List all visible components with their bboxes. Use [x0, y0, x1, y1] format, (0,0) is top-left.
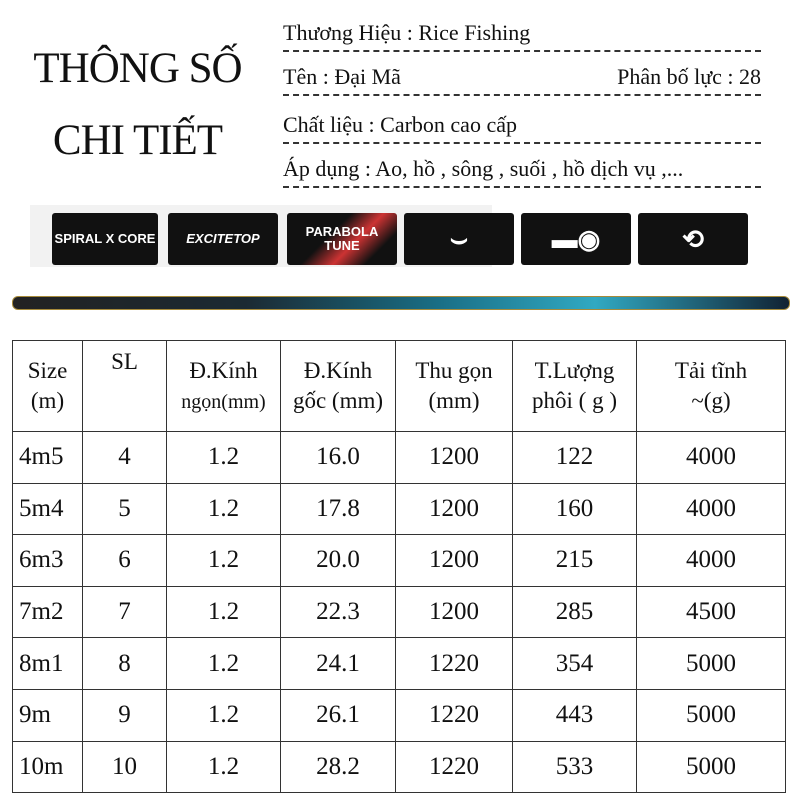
table-cell: 5m4	[13, 483, 83, 535]
table-cell: 24.1	[281, 638, 396, 690]
col-tip-diameter: Đ.Kính ngọn(mm)	[167, 341, 281, 432]
table-cell: 26.1	[281, 689, 396, 741]
table-cell: 4500	[637, 586, 786, 638]
table-cell: 285	[513, 586, 637, 638]
table-row	[13, 741, 786, 793]
table-cell: 10m	[13, 741, 83, 793]
table-cell: 1200	[396, 535, 513, 587]
table-cell: 10	[83, 741, 167, 793]
table-cell: 8m1	[13, 638, 83, 690]
power-rating: Phân bố lực : 28	[617, 64, 761, 89]
table-cell: 160	[513, 483, 637, 535]
product-name: Tên : Đại Mã	[283, 64, 401, 89]
table-cell: 9m	[13, 689, 83, 741]
rod-bend-icon: ⌣	[404, 213, 514, 265]
table-cell: 1220	[396, 638, 513, 690]
table-cell: 20.0	[281, 535, 396, 587]
table-cell: 443	[513, 689, 637, 741]
table-cell: 533	[513, 741, 637, 793]
table-cell: 1.2	[167, 535, 281, 587]
table-cell: 4	[83, 432, 167, 484]
table-row	[13, 483, 786, 535]
table-cell: 6m3	[13, 535, 83, 587]
table-cell: 1.2	[167, 638, 281, 690]
heading-line-1: THÔNG SỐ	[33, 45, 242, 92]
table-header-row	[13, 341, 786, 432]
table-row	[13, 586, 786, 638]
table-cell: 16.0	[281, 432, 396, 484]
table-cell: 1.2	[167, 689, 281, 741]
table-cell: 7	[83, 586, 167, 638]
table-cell: 9	[83, 689, 167, 741]
table-cell: 4000	[637, 535, 786, 587]
table-cell: 4m5	[13, 432, 83, 484]
table-cell: 8	[83, 638, 167, 690]
table-cell: 5000	[637, 741, 786, 793]
col-qty: SL	[83, 341, 167, 432]
table-cell: 28.2	[281, 741, 396, 793]
grip-handle-icon: ▬◉	[521, 213, 631, 265]
col-closed-length: Thu gọn (mm)	[396, 341, 513, 432]
usage-line: Áp dụng : Ao, hồ , sông , suối , hồ dịch vụ ,...	[283, 152, 761, 188]
table-cell: 1200	[396, 483, 513, 535]
excitetop-badge: EXCITETOP	[168, 213, 278, 265]
table-row	[13, 689, 786, 741]
table-cell: 1220	[396, 689, 513, 741]
brand-line: Thương Hiệu : Rice Fishing	[283, 16, 761, 52]
table-cell: 354	[513, 638, 637, 690]
col-weight: T.Lượng phôi ( g )	[513, 341, 637, 432]
heading-line-2: CHI TIẾT	[52, 117, 223, 164]
table-cell: 7m2	[13, 586, 83, 638]
table-cell: 4000	[637, 483, 786, 535]
table-cell: 1.2	[167, 483, 281, 535]
table-cell: 1200	[396, 432, 513, 484]
table-cell: 1220	[396, 741, 513, 793]
table-row	[13, 638, 786, 690]
table-cell: 1.2	[167, 586, 281, 638]
table-cell: 1.2	[167, 432, 281, 484]
table-cell: 22.3	[281, 586, 396, 638]
spiral-x-core-badge: SPIRAL X CORE	[52, 213, 158, 265]
material-line: Chất liệu : Carbon cao cấp	[283, 108, 761, 144]
table-cell: 17.8	[281, 483, 396, 535]
fishing-rod-image	[12, 296, 790, 310]
col-size: Size (m)	[13, 341, 83, 432]
name-line	[283, 60, 761, 96]
table-cell: 122	[513, 432, 637, 484]
col-butt-diameter: Đ.Kính gốc (mm)	[281, 341, 396, 432]
table-cell: 5	[83, 483, 167, 535]
table-cell: 5000	[637, 689, 786, 741]
parabola-tune-badge: PARABOLA TUNE	[287, 213, 397, 265]
table-cell: 215	[513, 535, 637, 587]
reel-seat-icon: ⟲	[638, 213, 748, 265]
table-cell: 1.2	[167, 741, 281, 793]
table-row	[13, 432, 786, 484]
table-cell: 4000	[637, 432, 786, 484]
table-cell: 1200	[396, 586, 513, 638]
spec-table	[12, 340, 786, 793]
table-cell: 5000	[637, 638, 786, 690]
table-cell: 6	[83, 535, 167, 587]
table-row	[13, 535, 786, 587]
col-static-load: Tải tĩnh ~(g)	[637, 341, 786, 432]
